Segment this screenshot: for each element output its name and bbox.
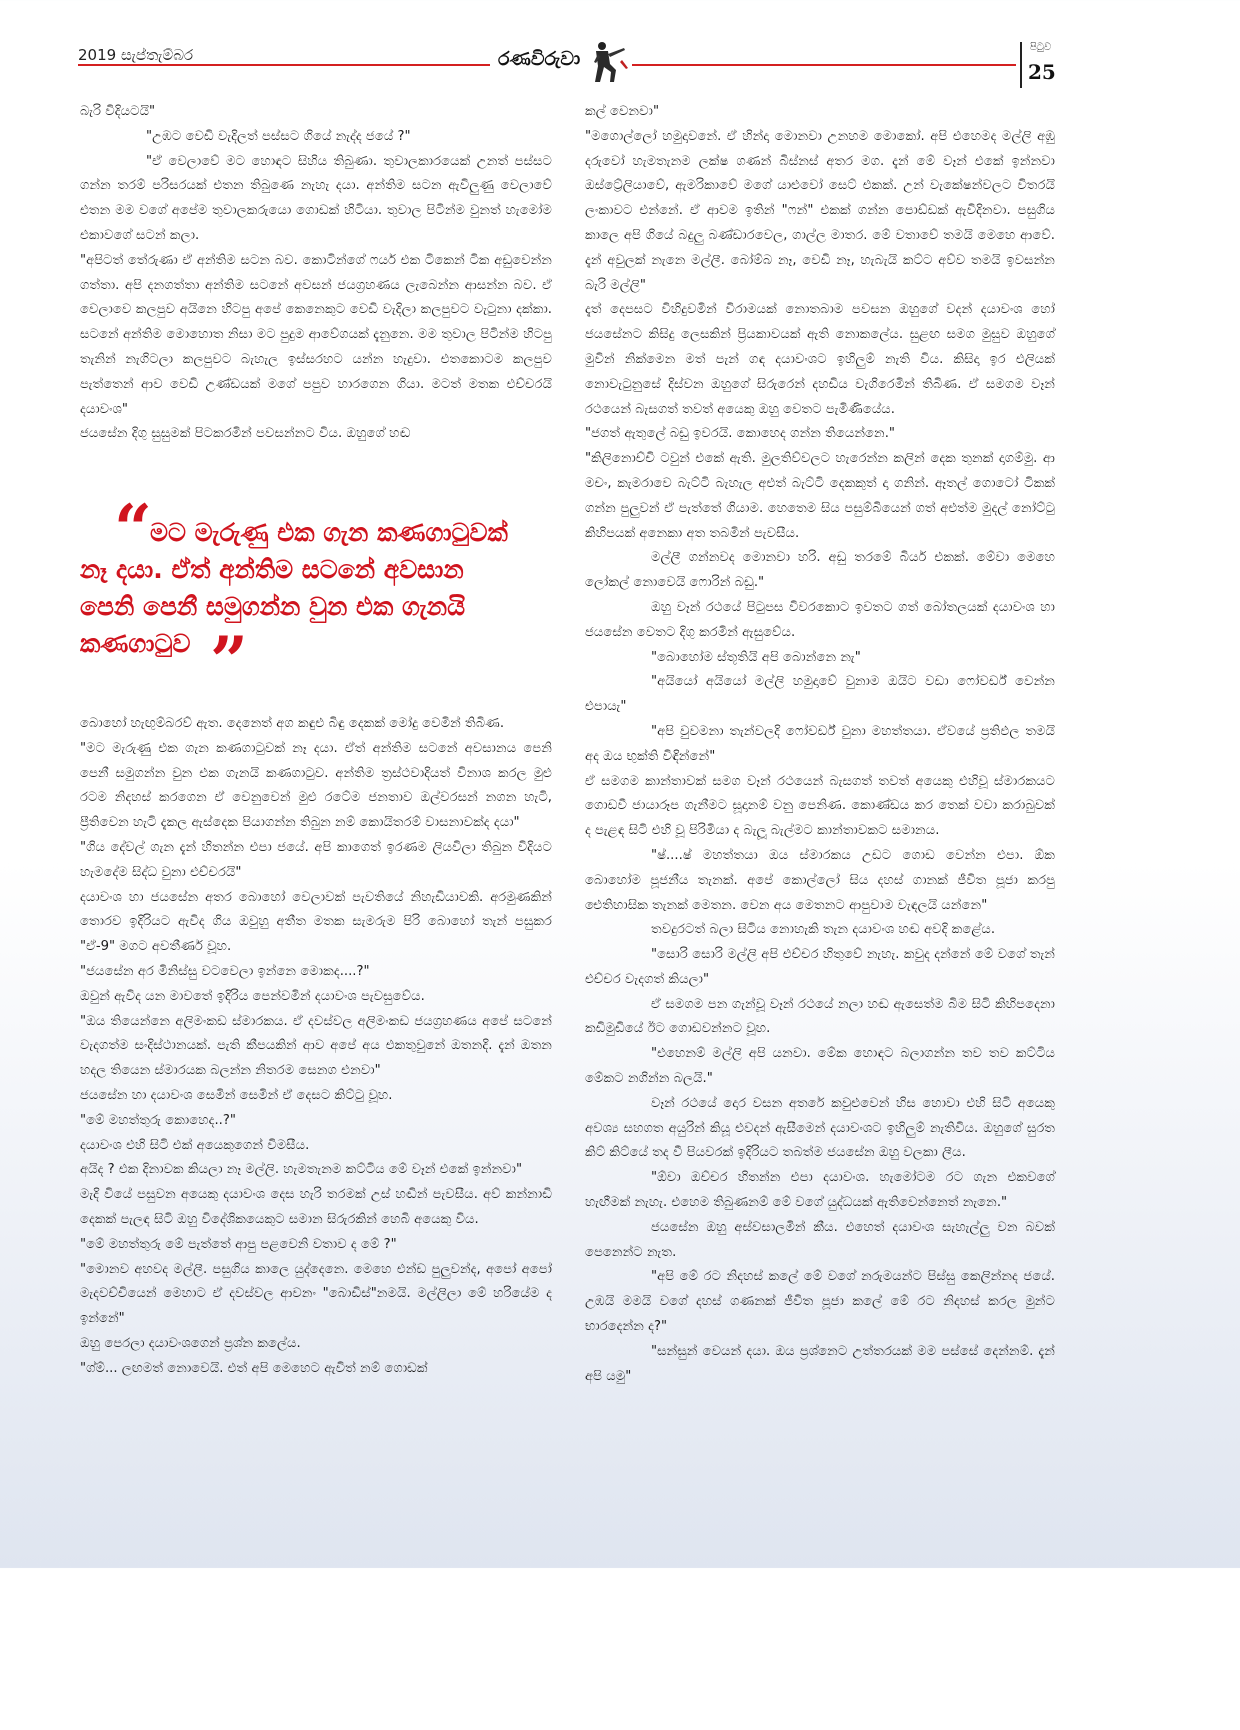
left-column-top — [80, 100, 552, 447]
article-paragraph: "ජයසේන අර මිනිස්සු වටවෙලා ඉන්නෙ මොකද....?" — [80, 963, 370, 979]
article-paragraph: "බොහෝම ස්තූතියි අපි බොන්නෙ නැ" — [651, 649, 861, 665]
quote-open-icon: “ — [114, 490, 152, 568]
article-paragraph: ජයසේන හා දයාවංශ සෙමින් සෙමින් ඒ දෙසට කිට්ටු වූහ. — [80, 1087, 393, 1103]
left-column-bottom — [80, 712, 552, 1382]
article-paragraph: ඔවුන් ඇවිද යන මාවතේ ඉදිරිය පෙන්වමින් දයාවංශ පැවසුවේය. — [80, 988, 425, 1004]
pull-quote-line: පෙනි පෙනී සමුගන්න වුන එක ගැනයි — [80, 592, 466, 621]
article-paragraph: "මගොල්ලෝ හමුදාවනේ. ඒ හින්දා මොනවා උනහම මොකෝ. අපි එහෙමද මල්ලි අඹු දරුවෝ හැමතැනම ලක්ෂ ගණන් බිස්නස් අතර මග. දැන් මේ වෑන් එකේ ඉන්නවා ඔස්ට්‍රේලියාවේ, ඇමරිකාවේ මගේ යාළුවෝ සෙට් එකක්. උන් වැකේෂන්වලට විතරයි ලංකාවට එන්නේ. ඒ ආවම ඉතින් "ෆන්" එකක් ගන්න පොඩ්ඩක් ඇවිදිනවා. පසුගිය කාලෙ අපි ගියේ බදුලු බණ්ඩාරවෙල, ගාල්ල මාතර. මේ වතාවේ තමයි මෙහෙ ආවේ. දැන් අවුලක් නැනෙ මල්ලී. බෝම්බ නෑ, වෙඩි නෑ, හැබැයි කට්ට අව්ව තමයි ඉවසන්න බැරි මල්ලි" — [585, 128, 1055, 293]
article-paragraph: ජයසේන දිගු සුසුමක් පිටකරමින් පවසන්නට විය. ඔහුගේ හඬ — [80, 426, 411, 442]
pull-quote-text — [80, 514, 556, 662]
header-rule-left — [78, 64, 490, 66]
quote-close-icon: ” — [210, 622, 248, 700]
article-paragraph: "ෂ්....ෂ් මහත්තයා ඔය ස්මාරකය උඩට ගොඩ වෙන්න එපා. ඕක බොහෝම පූජනීය තැනක්. අපේ කොල්ලෝ සිය දහස් ගානක් ජීවිත පූජා කරපු ඓතිහාසික තැනක් මෙතන. වෙන අය මෙතනට ආපුවාම වැඳලයි යන්නෙ" — [585, 847, 1055, 913]
article-paragraph: "සන්සුන් වෙයන් දයා. ඔය ප්‍රශ්නෙට උත්තරයක් මම පස්සේ දෙන්නම්. දැන් අපි යමු" — [585, 1343, 1055, 1384]
article-paragraph: "මට මැරුණු එක ගැන කණගාටුවක් නෑ දයා. ඒත් අන්තිම සටනේ අවසානය පෙනි පෙනී සමුගන්න වුන එක ගැනයි කණගාටුව. අන්තිම ත්‍රස්ථවාදියත් විනාශ කරල මුළු රටම නිදහස් කරගෙන ඒ වෙනුවෙන් මුළු රටේම ජනතාව ඔල්වරසන් නගන හැටි, ප්‍රීතිවෙන හැටි දැකල ඇස්දෙක පියාගන්න තිබුන නම් කොයිතරම් වාසනාවක්ද දයා" — [80, 740, 552, 831]
header-rule-right — [632, 64, 1016, 66]
magazine-title: රණවිරුවා — [498, 48, 581, 70]
article-paragraph: ඔහු වෑන් රථයේ පිටුපස විවරකොට ඉවතට ගත් බෝතලයක් දයාවංශ හා ජයසේන වෙතට දිගු කරමින් ඇසුවේය. — [585, 599, 1055, 640]
page-number-box — [1020, 42, 1062, 88]
soldier-icon — [584, 40, 628, 84]
article-paragraph: කල් වෙනවා" — [585, 104, 660, 119]
article-paragraph: ඒ සමගම පන ගැන්වූ වෑන් රථයේ නලා හඬ ඇසෙත්ම බිම සිටි කිහිපදෙනා කඩිමුඩියේ ඊට ගොඩවන්නට වූහ. — [585, 996, 1055, 1037]
article-paragraph: "එහෙනම් මල්ලි අපි යනවා. මේක හොඳට බලාගන්න තව තව කට්ටිය මේකට නගින්න බලයි." — [585, 1046, 1055, 1087]
page-header — [0, 0, 1127, 100]
issue-date: 2019 සැප්තැම්බර — [78, 46, 194, 64]
article-paragraph: "ඒ වෙලාවේ මට හොඳට සිහිය තිබුණා. තුවාලකාරයෙක් උනත් පස්සට ගන්න තරම් පරිසරයක් එතන තිබුණෙ නැහැ දයා. අන්තිම සටන ඇවිලුණු වෙලාවේ එතන මම වගේ අපේම තුවාලකරුයො ගොඩක් හිටියා. තුවාල පිටින්ම වුනත් හැමෝම එකාවගේ සටන් කලා. — [80, 153, 552, 243]
article-paragraph: ඔහු පෙරලා දයාවංශගෙන් ප්‍රශ්න කලේය. — [80, 1335, 301, 1351]
pull-quote-line: කණගාටුව — [80, 629, 191, 658]
article-paragraph: "මේ මහත්තුරු මේ පැත්තේ ආපු පළවෙනි වතාව ද මේ ?" — [80, 1236, 397, 1252]
article-paragraph: "අපිටත් තේරුණා ඒ අන්තිම සටන බව. කොටින්ගේ ෆයර් එක ටිකෙන් ටික අඩුවෙන්න ගත්තා. අපි දනගත්තා අන්තිම සටනේ අවසන් ජයග්‍රහණය ලැබෙන්න ආසන්න බව. ඒ වෙලාවෙ කලපුව අයිනෙ හිටපු අපේ කෙනෙකුට වෙඩි වැදිලා කලපුවට වැටුනා දක්කා. සටනේ අන්තිම මොහොත නිසා මට පුදුම ආවේගයක් දැනුනෙ. මම තුවාල පිටින්ම හිටපු තැනින් නැගිටලා කලපුවට බැහැල ඉස්සරහට යන්න හැදුවා. එතකොටම කලපුව පැත්තෙන් ආව වෙඩි උණ්ඩයක් මගේ පපුව හාරගෙන ගියා. මටත් මතක එච්චරයි දයාවංශ" — [80, 252, 552, 417]
right-column — [585, 100, 1055, 1389]
article-paragraph: "ගිය දේවල් ගැන දැන් හිතන්න එපා ජයේ. අපි කාගෙත් ඉරණම ලියවිලා තිබුන විදියට හැමදේම සිද්ධ වුනා එච්චරයි" — [80, 839, 552, 880]
pull-quote-line: මට මැරුණු එක ගැන කණගාටුවක් — [150, 518, 508, 547]
article-paragraph: "මොනව අහවද මල්ලී. පසුගිය කාලෙ යුද්දෙනෙ. මෙහෙ එන්ඩ පුලුවන්ද, අපෝ අපෝ මැදවච්චියෙන් මෙහාට ඒ දවස්වල ආවනං "බොඩිස්"නමයි. මල්ලිලා මේ හරියේම ද ඉන්නේ" — [80, 1261, 552, 1327]
article-paragraph: දයාවංශ එහි සිටි එක් අයෙකුගෙන් විමසීය. — [80, 1137, 310, 1153]
article-paragraph: "අපි වුවමනා තැන්වලදි ෆෝවර්ඩ් වුනා මහත්තයා. ඒවයේ ප්‍රතිඵල තමයි අද ඔය භුක්ති විඳින්නේ" — [585, 723, 1055, 764]
article-paragraph: "අයියෝ අයියෝ මල්ලි හමුදාවේ වුනාම ඔයිට වඩා ෆෝවර්ඩ් වෙන්න එපායැ" — [585, 674, 1055, 715]
article-paragraph: වෑන් රථයේ දොර වසන අතරේ කවුළුවෙන් හිස හොවා එහි සිටි අයෙකු අවශ්‍ය සහගත අයුරින් කියූ එවදන් ඇසීමෙන් දයාවංශට ඉහිලුම් නැතිවිය. ඔහුගේ සුරත කිට් කිට්යේ තද වී පියවරක් ඉදිරියට තබත්ම ජයසේන ඔහු වලකා ලීය. — [585, 1095, 1055, 1161]
article-paragraph: "ඕවා ඔච්චර හිතන්න එපා දයාවංශ. හැමෝටම රට ගැන එකවගේ හැඟීමක් නැහැ. එහෙම තිබුණනම් මේ වගේ යුද්ධයක් ඇතිවෙන්නෙත් නැනෙ." — [585, 1170, 1055, 1211]
magazine-logo — [498, 40, 630, 88]
article-paragraph: ජයසේන ඔහු අස්වසාලමින් කීය. එහෙත් දයාවංශ සැහැල්ලු වන බවක් පෙනෙන්ට නැත. — [585, 1219, 1055, 1260]
article-paragraph: දයාවංශ හා ජයසේන අතර බොහෝ වෙලාවක් පැවතියේ නිහැඩියාවකි. අරමුණකින් තොරව ඉදිරියට ඇවිද ගිය ඔවුහු අතීත මතක සැමරුම පිරි බොහෝ තැන් පසුකර "ඒ-9" මගට අවතීර්ණ වූහ. — [80, 889, 552, 955]
page-number: 25 — [1028, 60, 1056, 84]
article-paragraph: ඒ සමගම කාන්තාවක් සමග වෑන් රථයෙන් බැසගත් තවත් අයෙකු එහිවූ ස්මාරකයට ගොඩවී ජායාරූප ගැනීමට සූදානම් වනු පෙනිණ. කොණ්ඩය කර තෙක් වවා කරාබුවක් ද පැළඳ සිටි එහි වූ පිරිමියා ද බැලූ බැල්මට කාන්තාවකට සමානය. — [585, 773, 1055, 839]
article-paragraph: තවදුරටත් බලා සිටිය නොහැකි තැන දයාවංශ හඬ අවදි කළේය. — [651, 922, 996, 938]
article-paragraph: "අපි මේ රට නිදහස් කලේ මේ වගේ නරුමයන්ට පිස්සු කෙලින්නද ජයේ. උඹයි මමයි වගේ දහස් ගණනක් ජීවිත පූජා කලේ මේ රට නිදහස් කරල මුන්ට භාරදෙන්න ද?" — [585, 1269, 1055, 1335]
article-paragraph: "සොරි සොරි මල්ලි අපි එච්චර හිතුවේ නැහැ. කවුද දන්නේ මේ වගේ තැන් එච්චර වැදගත් කියලා" — [585, 947, 1055, 987]
page-label: පිටුව — [1030, 42, 1052, 53]
article-paragraph: දැත් දෙපසට විහිදුවමින් විරාමයක් නොතබාම පවසන ඔහුගේ වදන් දයාවංශ හෝ ජයසේනට කිසිදු ලෙසකින් ප්‍රියකාවයක් ඇති නොකලේය. සුළඟ සමග මුසුව ඔහුගේ මුවින් නික්මෙන මත් පැන් ගඳ දයාවංශට ඉහිලුම් නැති විය. කිසිදා ඉර එලියක් නොවැටුනුසේ දිස්වන ඔහුගේ සිරුරෙන් දහඩිය වැගිරෙමින් තිබිණ. ඒ සමගම වෑන් රථයෙන් බැසගත් තවත් අයෙකු ඔහු වෙතට පැමිණියේය. — [585, 302, 1055, 417]
article-paragraph: බැරි විදියටයි" — [80, 104, 156, 119]
article-paragraph: "උඹට වෙඩි වැදිලත් පස්සට ගියේ නැද්ද ජයේ ?" — [146, 128, 411, 144]
pull-quote — [80, 490, 556, 700]
article-paragraph: අයිද ? එක දිනාවක කියලා නෑ මල්ලි. හැමතැනම කට්ටිය මේ වෑන් එකේ ඉන්නවා" — [80, 1162, 523, 1178]
article-paragraph: "ජගත් ඇතුලේ බඩු ඉවරයි. කොහෙද ගන්න තියෙන්නෙ." — [585, 426, 895, 442]
article-paragraph: මල්ලී ගන්නවද මොනවා හරි. අඩු තරමේ බියර් එකක්. මේවා මෙහෙ ලෝකල් නොවෙයි ෆොරින් බඩු." — [585, 550, 1055, 591]
article-paragraph: "කිලිනොච්චි ටවුන් එකේ ඇති. මුලතිව්වලට හැරෙන්න කලින් දෙක තුනක් දාගම්මු. ආ මචං, කැමරාවෙ බැට්ටි බැහැල අළුත් බැට්ටි දෙකකුත් දා ගනින්. ඈතල් ගොටෝ ටිකක් ගන්න පුලුවන් ඒ පැත්තේ ගියාම. හෙතෙම සිය පසුම්බියෙන් ගත් අළුත්ම මුදල් නෝට්ටු කිහිපයක් අනෙකා අත තබමින් පැවසීය. — [585, 451, 1055, 541]
article-paragraph: බොහෝ හැඟුම්බරව් ඇත. දෙනෙත් අග කඳුළු බිඳු දෙකක් මෝදු වෙමින් තිබිණ. — [80, 716, 505, 731]
article-paragraph: "ග්ම්... ලඟමත් නොවෙයි. එත් අපි මෙහෙට ඇවිත් නම් ගොඩක් — [80, 1360, 428, 1376]
pull-quote-line: නෑ දයා. ඒත් අන්තිම සටනේ අවසාන — [80, 555, 464, 584]
article-paragraph: මැදි වියේ පසුවන අයෙකු දයාවංශ දෙස හැරි තරමක් උස් හඬින් පැවසීය. අව් කන්නාඩි දෙකක් පැලඳ සිටි ඔහු විදේශිකයෙකුට සමාන සිරුරකින් හෙබි අයෙකු විය. — [80, 1187, 552, 1227]
article-paragraph: "ඔය තියෙන්නෙ අලිමංකඩ ස්මාරකය. ඒ දවස්වල අලිමංකඩ ජයග්‍රහණය අපේ සටනේ වැදගත්ම සංදිස්ථානයක්. පැති කීපයකින් ආව අපේ අය එකතුවුනේ ඔතනදි. දැන් ඔතන හදල තියෙන ස්මාරයක බලන්න නිතරම සෙනග එනවා" — [80, 1013, 552, 1079]
article-paragraph: "මේ මහත්තුරු කොහෙද..?" — [80, 1112, 236, 1128]
